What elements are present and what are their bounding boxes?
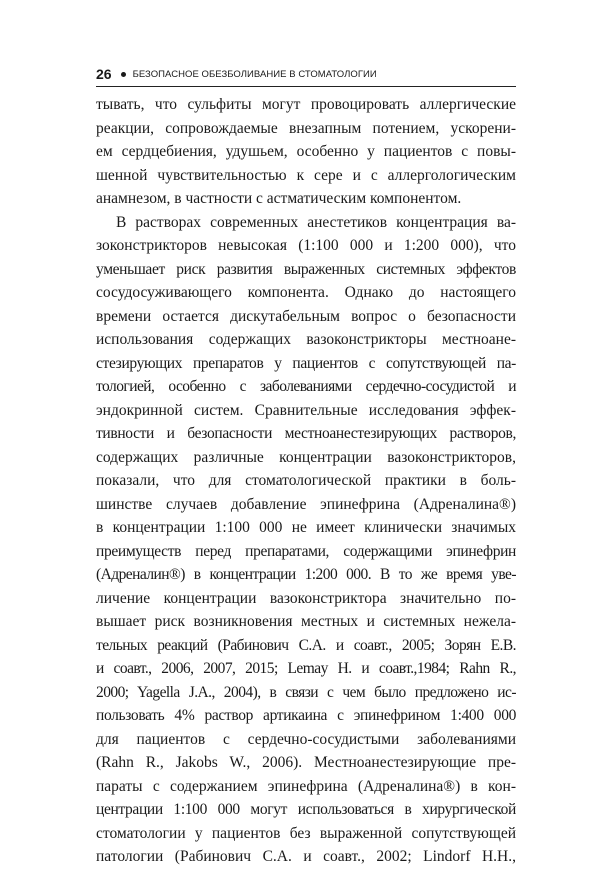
text-line: тивности и безопасности местноанестезирующих растворов,: [96, 425, 516, 442]
text-line: стоматологии у пациентов без выраженной сопутствующей: [96, 824, 516, 842]
body-text: [96, 93, 516, 869]
text-line: параты с содержанием эпинефрина (Адреналина®) в кон-: [96, 777, 516, 795]
text-line: тывать, что сульфиты могут провоцировать аллергические: [96, 96, 516, 113]
text-line: патологии (Рабинович С.А. и соавт., 2002; Lindorf H.H.,: [96, 848, 516, 865]
text-line: В растворах современных анестетиков концентрация ва-: [116, 213, 516, 231]
text-line: реакции, сопровождаемые внезапным потением, ускорени-: [96, 119, 516, 137]
text-line: анамнезом, в частности с астматическим компонентом.: [96, 190, 462, 207]
text-line: (Адреналин®) в концентрации 1:200 000. В то же время уве-: [96, 566, 516, 583]
text-line: тологией, особенно с заболеваниями сердечно-сосудистой и: [96, 378, 516, 395]
text-line: шинстве случаев добавление эпинефрина (Адреналина®): [96, 495, 516, 513]
text-line: содержащих различные концентрации вазоконстрикторов,: [96, 448, 516, 466]
text-line: уменьшает риск развития выраженных системных эффектов: [96, 260, 516, 278]
bullet-icon: [121, 72, 126, 77]
text-line: использования содержащих вазоконстрикторы местноане-: [96, 331, 516, 348]
text-line: сосудосуживающего компонента. Однако до настоящего: [96, 284, 516, 301]
text-line: зоконстрикторов невысокая (1:100 000 и 1:200 000), что: [96, 237, 516, 254]
text-line: пользовать 4% раствор артикаина с эпинефрином 1:400 000: [96, 707, 516, 724]
text-line: и соавт., 2006, 2007, 2015; Lemay H. и соавт.,1984; Rahn R.,: [96, 660, 516, 677]
text-line: показали, что для стоматологической практики в боль-: [96, 472, 516, 489]
page-number: 26: [96, 66, 112, 82]
text-line: 2000; Yagella J.A., 2004), в связи с чем было предложено ис-: [96, 683, 516, 701]
text-line: личение концентрации вазоконстриктора значительно по-: [96, 589, 516, 607]
text-line: преимуществ перед препаратами, содержащими эпинефрин: [96, 542, 516, 560]
running-header: [96, 64, 516, 84]
text-line: центрации 1:100 000 могут использоваться в хирургической: [96, 801, 516, 818]
text-line: для пациентов с сердечно-сосудистыми заболеваниями: [96, 730, 516, 748]
header-divider: [96, 86, 516, 87]
text-line: тельных реакций (Рабинович С.А. и соавт., 2005; Зорян Е.В.: [96, 636, 516, 654]
text-line: эндокринной систем. Сравнительные исследования эффек-: [96, 401, 516, 419]
text-line: в концентрации 1:100 000 не имеет клинически значимых: [96, 519, 516, 536]
text-line: ем сердцебиения, удушьем, особенно у пациентов с повы-: [96, 143, 516, 160]
text-line: (Rahn R., Jakobs W., 2006). Местноанестезирующие пре-: [96, 754, 516, 771]
text-line: времени остается дискутабельным вопрос о безопасности: [96, 307, 516, 325]
text-line: стезирующих препаратов у пациентов с сопутствующей па-: [96, 354, 516, 372]
text-line: вышает риск возникновения местных и системных нежела-: [96, 613, 516, 630]
running-title: БЕЗОПАСНОЕ ОБЕЗБОЛИВАНИЕ В СТОМАТОЛОГИИ: [132, 68, 377, 80]
text-line: шенной чувствительностью к сере и с аллергологическим: [96, 166, 516, 184]
